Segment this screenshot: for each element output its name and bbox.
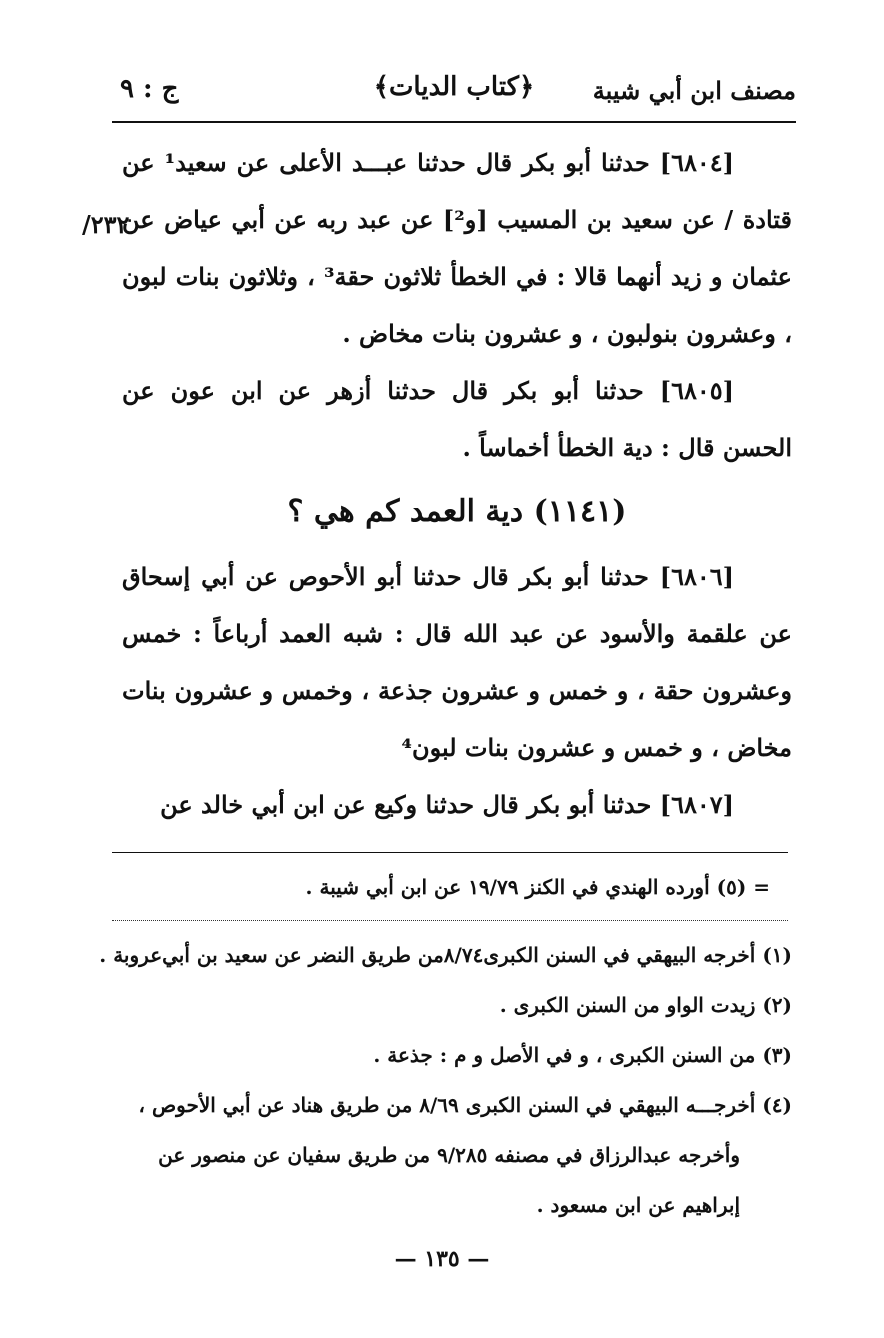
- footnote-4-continuation-2: إبراهيم عن ابن مسعود .: [536, 1193, 740, 1217]
- page-number: — ١٣٥ —: [394, 1246, 490, 1272]
- header-divider: [112, 121, 796, 123]
- hadith-6807: [٦٨٠٧] حدثنا أبو بكر قال حدثنا وكيع عن ابن أبي خالد عن: [160, 790, 734, 819]
- footnote-divider: [112, 852, 788, 853]
- volume-number: ج : ٩: [120, 74, 179, 104]
- footnote-3: (٣) من السنن الكبرى ، و في الأصل و م : جذعة .: [373, 1043, 792, 1067]
- section-title: ﴿كتاب الديات﴾: [373, 72, 535, 102]
- footnote-4-continuation-1: وأخرجه عبدالرزاق في مصنفه ٩/٢٨٥ من طريق سفيان عن منصور عن: [158, 1143, 740, 1167]
- footnote-1: (١) أخرجه البيهقي في السنن الكبرى٨/٧٤من طريق النضر عن سعيد بن أبي‌عروبة .: [99, 943, 792, 967]
- margin-page-marker: ٢٣٢/: [82, 210, 130, 239]
- footnote-2: (٢) زيدت الواو من السنن الكبرى .: [499, 993, 792, 1017]
- book-title: مصنف ابن أبي شيبة: [592, 76, 796, 105]
- main-text: [122, 134, 792, 833]
- chapter-title: (١١٤١) دية العمد كم هي ؟: [287, 494, 627, 529]
- footnotes: [99, 862, 792, 1230]
- hadith-6806: [٦٨٠٦] حدثنا أبو بكر قال حدثنا أبو الأحوص عن أبي إسحاق عن علقمة والأسود عن عبد الله قال : شبه العمد أرباعاً : خمس وعشرون حقة ، و خمس و عشرون جذعة ، وخمس و عشرون بنات مخاض ، و خمس و عشرون بنات لبون⁴: [122, 562, 792, 762]
- hadith-6804: [٦٨٠٤] حدثنا أبو بكر قال حدثنا عبـــد الأعلى عن سعيد¹ عن قتادة / عن سعيد بن المسيب [و²] عن عبد ربه عن أبي عياض عن عثمان و زيد أنهما قالا : في الخطأ ثلاثون حقة³ ، وثلاثون بنات لبون ، وعشرون بنولبون ، و عشرون بنات مخاض .: [122, 148, 792, 348]
- page-header: [112, 62, 796, 120]
- footnote-carried: = (٥) أورده الهندي في الكنز ١٩/٧٩ عن ابن أبي شيبة .: [305, 875, 770, 899]
- hadith-6805: [٦٨٠٥] حدثنا أبو بكر قال حدثنا أزهر عن ابن عون عن الحسن قال : دية الخطأ أخماساً .: [122, 376, 792, 462]
- footnote-4: (٤) أخرجـــه البيهقي في السنن الكبرى ٨/٦٩ من طريق هناد عن أبي الأحوص ،: [138, 1093, 792, 1117]
